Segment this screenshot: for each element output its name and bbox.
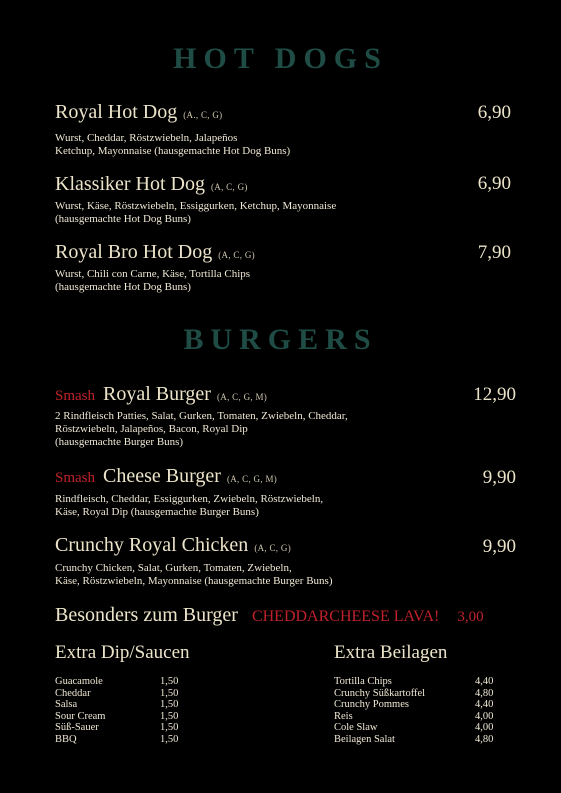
sides-list <box>334 676 499 746</box>
allergens: (A, C, G) <box>254 543 292 553</box>
smash-label: Smash <box>55 388 96 404</box>
item-description: Wurst, Chili con Carne, Käse, Tortilla Chips (hausgemachte Hot Dog Buns) <box>55 268 251 293</box>
sides-title: Extra Beilagen <box>334 642 448 663</box>
dips-list <box>55 676 180 746</box>
list-item: Tortilla Chips 4,40 <box>334 676 494 687</box>
list-item: Beilagen Salat 4,80 <box>334 733 494 745</box>
burgers-title: BURGERS <box>183 323 378 356</box>
item-description: Wurst, Käse, Röstzwiebeln, Essiggurken, Ketchup, Mayonnaise (hausgemachte Hot Dog Buns) <box>55 200 337 225</box>
list-item: Crunchy Pommes 4,40 <box>334 699 494 711</box>
list-item: Cole Slaw 4,00 <box>334 722 494 734</box>
list-item: Reis 4,00 <box>334 710 494 722</box>
allergens: (A, C, G) <box>210 182 248 192</box>
list-item: Guacamole 1,50 <box>55 676 179 687</box>
item-price: 9,90 <box>482 467 516 488</box>
menu-item-name: Crunchy Royal Chicken (A, C, G) <box>55 534 292 556</box>
allergens: (A, C, G) <box>218 250 255 260</box>
menu-item-name: Royal Hot Dog (A., C, G) <box>55 101 223 123</box>
special-label: Besonders zum Burger <box>55 604 238 626</box>
item-description: Wurst, Cheddar, Röstzwiebeln, Jalapeños Ketchup, Mayonnaise (hausgemachte Hot Dog Buns) <box>55 132 291 157</box>
list-item: Crunchy Süßkartoffel 4,80 <box>334 687 494 699</box>
dips-title: Extra Dip/Saucen <box>55 642 190 663</box>
special-offer <box>55 604 484 627</box>
menu-item-name: Smash Cheese Burger (A, C, G, M) <box>55 465 278 487</box>
special-price: 3,00 <box>457 609 484 625</box>
item-description: Crunchy Chicken, Salat, Gurken, Tomaten, Zwiebeln, Käse, Röstzwiebeln, Mayonnaise (hausgemachte Burger Buns) <box>55 562 333 587</box>
special-highlight: CHEDDARCHEESE LAVA! <box>251 608 440 625</box>
item-description: 2 Rindfleisch Patties, Salat, Gurken, Tomaten, Zwiebeln, Cheddar, Röstzwiebeln, Jalapeños, Bacon, Royal Dip (hausgemachte Burger Buns) <box>55 410 348 448</box>
item-description: Rindfleisch, Cheddar, Essiggurken, Zwiebeln, Röstzwiebeln, Käse, Royal Dip (hausgemachte Burger Buns) <box>55 493 324 518</box>
allergens: (A., C, G) <box>183 110 223 120</box>
list-item: BBQ 1,50 <box>55 733 179 745</box>
allergens: (A, C, G, M) <box>216 392 268 402</box>
item-price: 9,90 <box>482 536 516 557</box>
menu-item-name: Smash Royal Burger (A, C, G, M) <box>55 383 268 405</box>
item-price: 6,90 <box>477 102 511 123</box>
list-item: Salsa 1,50 <box>55 699 179 711</box>
list-item: Cheddar 1,50 <box>55 687 179 699</box>
hotdogs-title: HOT DOGS <box>173 42 388 75</box>
item-price: 6,90 <box>477 173 511 194</box>
allergens: (A, C, G, M) <box>226 474 278 484</box>
menu-item-name: Klassiker Hot Dog (A, C, G) <box>55 173 248 195</box>
list-item: Süß-Sauer 1,50 <box>55 722 179 734</box>
smash-label: Smash <box>55 470 96 486</box>
item-price: 7,90 <box>477 242 511 263</box>
item-price: 12,90 <box>473 384 516 405</box>
menu-item-name: Royal Bro Hot Dog (A, C, G) <box>55 241 255 263</box>
list-item: Sour Cream 1,50 <box>55 710 179 722</box>
